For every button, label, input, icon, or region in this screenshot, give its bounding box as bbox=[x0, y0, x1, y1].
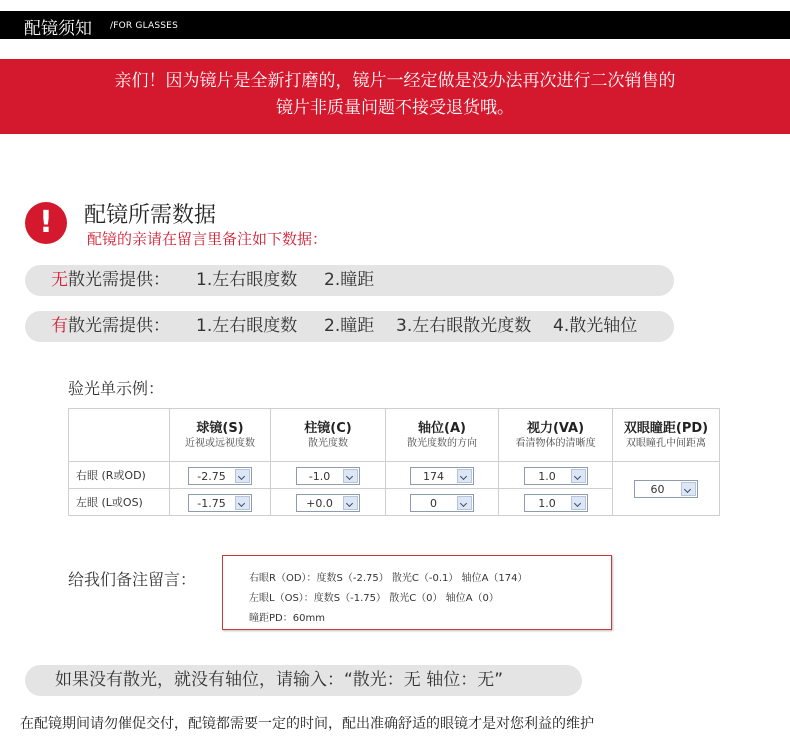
tip-text: 如果没有散光，就没有轴位，请输入：“散光：无 轴位：无” bbox=[55, 670, 504, 690]
has-astig-item: 1.左右眼度数 bbox=[196, 316, 298, 336]
footer-note: 在配镜期间请勿催促交付，配镜都需要一定的时间，配出准确舒适的眼镜才是对您利益的维护 bbox=[20, 716, 594, 732]
no-astigmatism-requirements bbox=[25, 265, 674, 296]
notice-banner bbox=[0, 59, 790, 134]
no-astig-label: 散光需提供： bbox=[68, 270, 170, 290]
note-line: 右眼R（OD）：度数S（-2.75） 散光C（-0.1） 轴位A（174） bbox=[249, 573, 528, 584]
va-select-right[interactable]: 1.0 bbox=[524, 467, 588, 485]
col-header: 轴位(A) 散光度数的方向 bbox=[386, 409, 499, 462]
no-astig-item: 2.瞳距 bbox=[324, 270, 375, 290]
sphere-select-left[interactable]: -1.75 bbox=[188, 494, 252, 512]
has-astig-item: 4.散光轴位 bbox=[553, 316, 638, 336]
row-label-right-eye: 右眼 (R或OD) bbox=[69, 462, 170, 489]
note-line: 左眼L（OS）：度数S（-1.75） 散光C（0） 轴位A（0） bbox=[249, 593, 499, 604]
col-header: 双眼瞳距(PD) 双眼瞳孔中间距离 bbox=[613, 409, 720, 462]
astigmatism-requirements bbox=[25, 311, 674, 342]
corner-cell bbox=[69, 409, 170, 462]
chevron-down-icon bbox=[571, 496, 586, 510]
prescription-table bbox=[68, 408, 720, 516]
chevron-down-icon bbox=[457, 469, 472, 483]
has-astig-item: 3.左右眼散光度数 bbox=[396, 316, 532, 336]
axis-select-left[interactable]: 0 bbox=[410, 494, 474, 512]
banner-line-1: 亲们！因为镜片是全新打磨的，镜片一经定做是没办法再次进行二次销售的 bbox=[114, 71, 676, 91]
pd-select[interactable]: 60 bbox=[634, 480, 698, 498]
section-title: 配镜所需数据 bbox=[84, 203, 217, 228]
no-astigmatism-tip bbox=[25, 665, 582, 696]
chevron-down-icon bbox=[235, 496, 250, 510]
has-astig-label: 散光需提供： bbox=[68, 316, 170, 336]
cyl-select-left[interactable]: +0.0 bbox=[296, 494, 360, 512]
note-label: 给我们备注留言： bbox=[68, 570, 197, 589]
col-header: 柱镜(C) 散光度数 bbox=[271, 409, 386, 462]
has-astig-item: 2.瞳距 bbox=[324, 316, 375, 336]
sphere-select-right[interactable]: -2.75 bbox=[188, 467, 252, 485]
exclamation-icon: ! bbox=[25, 202, 67, 244]
banner-line-2: 镜片非质量问题不接受退货哦。 bbox=[276, 98, 514, 118]
header-subtitle: /FOR GLASSES bbox=[110, 21, 178, 31]
row-label-left-eye: 左眼 (L或OS) bbox=[69, 489, 170, 516]
va-select-left[interactable]: 1.0 bbox=[524, 494, 588, 512]
chevron-down-icon bbox=[457, 496, 472, 510]
axis-select-right[interactable]: 174 bbox=[410, 467, 474, 485]
section-subtitle: 配镜的亲请在留言里备注如下数据： bbox=[87, 230, 328, 248]
note-line: 瞳距PD：60mm bbox=[249, 613, 325, 624]
col-header: 球镜(S) 近视或远视度数 bbox=[170, 409, 271, 462]
chevron-down-icon bbox=[571, 469, 586, 483]
example-label: 验光单示例： bbox=[68, 379, 165, 398]
col-header: 视力(VA) 看清物体的清晰度 bbox=[499, 409, 613, 462]
table-row bbox=[69, 462, 720, 489]
table-header-row bbox=[69, 409, 720, 462]
chevron-down-icon bbox=[681, 482, 696, 496]
chevron-down-icon bbox=[343, 496, 358, 510]
note-example-box bbox=[222, 555, 612, 630]
header-bar bbox=[0, 11, 790, 39]
chevron-down-icon bbox=[343, 469, 358, 483]
no-astig-item: 1.左右眼度数 bbox=[196, 270, 298, 290]
no-astig-em: 无 bbox=[51, 270, 68, 290]
header-title: 配镜须知 bbox=[24, 19, 92, 39]
cyl-select-right[interactable]: -1.0 bbox=[296, 467, 360, 485]
chevron-down-icon bbox=[235, 469, 250, 483]
has-astig-em: 有 bbox=[51, 316, 68, 336]
